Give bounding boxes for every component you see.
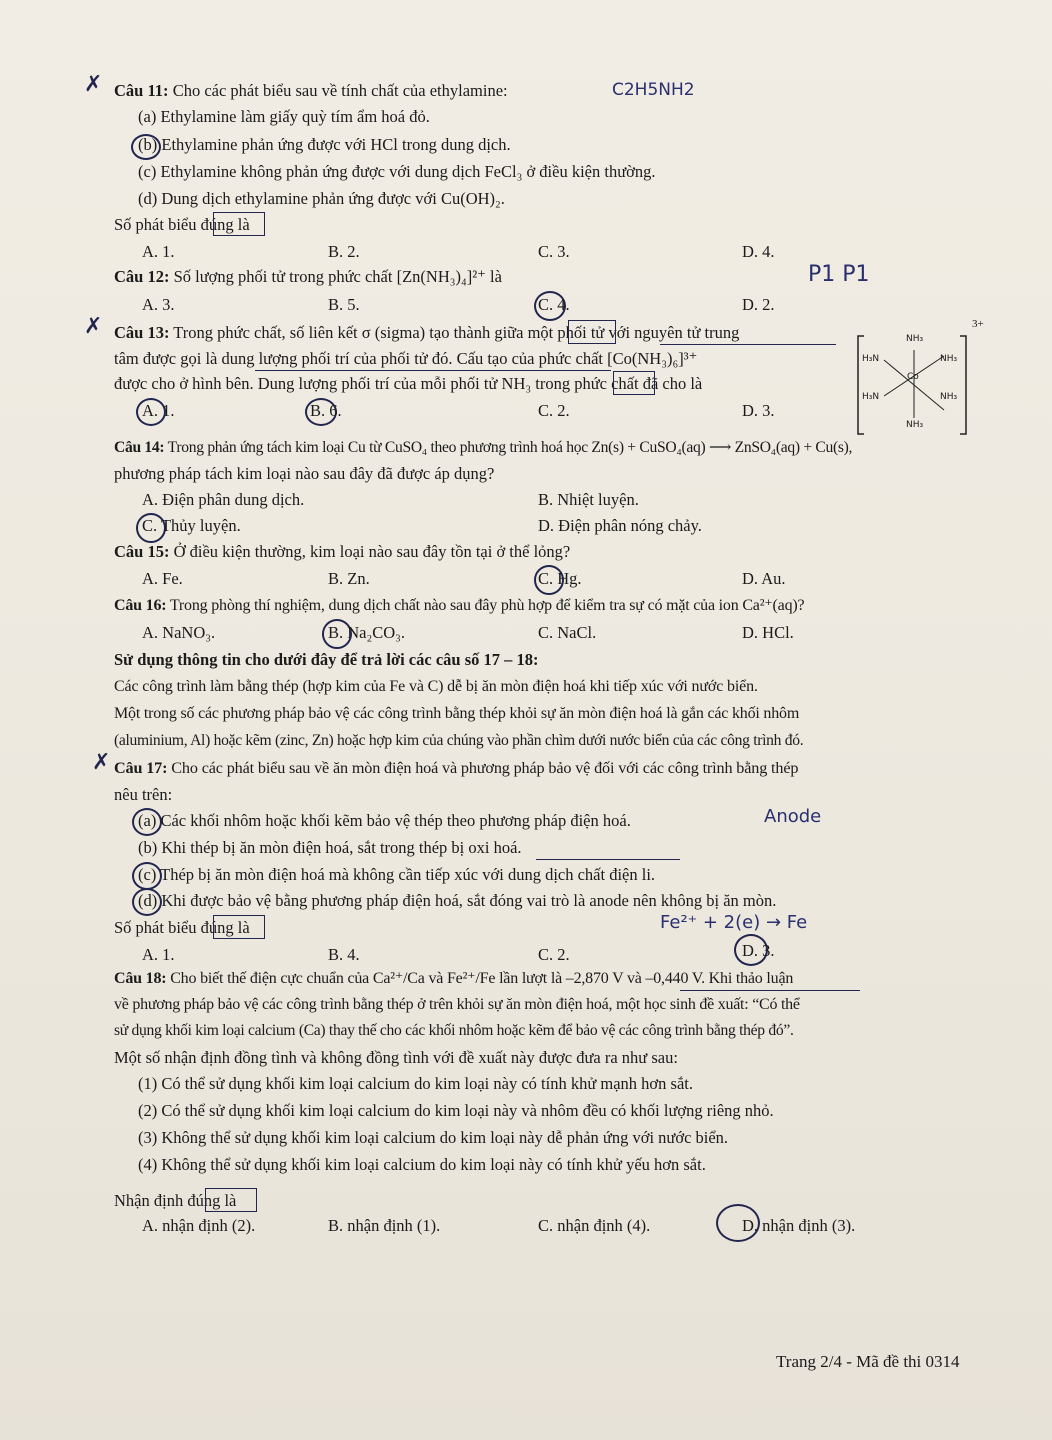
hand-box [568, 320, 616, 344]
q17-stem-line1: Câu 17: Cho các phát biểu sau về ăn mòn điện hoá và phương pháp bảo vệ đối với các công trình bằng thép [114, 759, 799, 777]
q16-stem: Câu 16: Trong phòng thí nghiệm, dung dịch chất nào sau đây phù hợp để kiểm tra sự có mặt của ion Ca²⁺(aq)? [114, 597, 805, 614]
q11-hand-note: C2H5NH2 [612, 80, 695, 100]
q17-statement-c: (c) Thép bị ăn mòn điện hoá mà không cần tiếp xúc với dung dịch chất điện li. [138, 865, 656, 884]
complex-ligand-top: NH₃ [906, 334, 924, 344]
q17-option-d: D. 3. [742, 941, 775, 960]
complex-charge: 3+ [972, 318, 984, 330]
hand-underline [660, 344, 836, 345]
q11-statement-b: (b) Ethylamine phản ứng được với HCl trong dung dịch. [138, 135, 511, 154]
complex-ligand-left-top: H₃N [862, 354, 880, 364]
hand-box [613, 371, 655, 395]
q17-ask: Số phát biểu đúng là [114, 918, 250, 937]
hand-box [213, 212, 265, 236]
q18-statement-1: (1) Có thể sử dụng khối kim loại calcium do kim loại này có tính khử mạnh hơn sắt. [138, 1074, 693, 1093]
q11-stem: Câu 11: Cho các phát biểu sau về tính chất của ethylamine: [114, 81, 508, 100]
hand-box [205, 1188, 257, 1212]
q18-stem-line4: Một số nhận định đồng tình và không đồng tình với đề xuất này được đưa ra như sau: [114, 1048, 678, 1067]
cross-mark-icon: ✗ [92, 750, 111, 775]
q17-statement-d: (d) Khi được bảo vệ bằng phương pháp điện hoá, sắt đóng vai trò là anode nên không bị ăn mòn. [138, 891, 777, 910]
q15-option-d: D. Au. [742, 569, 786, 588]
q18-option-a: A. nhận định (2). [142, 1216, 256, 1235]
hand-underline [255, 370, 611, 371]
hand-underline [536, 859, 680, 860]
hand-underline [680, 990, 860, 991]
q13-option-b: B. 6. [310, 401, 342, 420]
q14-stem-line2: phương pháp tách kim loại nào sau đây đã được áp dụng? [114, 464, 495, 483]
q13-option-c: C. 2. [538, 401, 570, 420]
q17-option-c: C. 2. [538, 945, 570, 964]
q11-option-c: C. 3. [538, 242, 570, 261]
q12-option-c: C. 4. [538, 295, 570, 314]
q18-stem-line2: về phương pháp bảo vệ các công trình bằng thép ở trên khỏi sự ăn mòn điện hoá, một học sinh đề xuất: “Có thể [114, 996, 800, 1013]
q11-ask: Số phát biểu đúng là [114, 215, 250, 234]
q12-stem: Câu 12: Số lượng phối tử trong phức chất [Zn(NH₃)₄]²⁺ là [114, 267, 502, 286]
info-line1: Các công trình làm bằng thép (hợp kim của Fe và C) dễ bị ăn mòn điện hoá khi tiếp xúc với nước biển. [114, 678, 758, 695]
q17-statement-b: (b) Khi thép bị ăn mòn điện hoá, sắt trong thép bị oxi hoá. [138, 838, 522, 857]
q18-ask: Nhận định đúng là [114, 1191, 237, 1210]
complex-ligand-right-bottom: NH₃ [940, 392, 958, 402]
q14-option-d: D. Điện phân nóng chảy. [538, 516, 702, 535]
q16-option-a: A. NaNO₃. [142, 623, 216, 642]
q15-option-a: A. Fe. [142, 569, 183, 588]
q11-statement-a: (a) Ethylamine làm giấy quỳ tím ẩm hoá đỏ. [138, 107, 430, 126]
q12-option-a: A. 3. [142, 295, 175, 314]
q18-statement-3: (3) Không thể sử dụng khối kim loại calcium do kim loại này dễ phản ứng với nước biển. [138, 1128, 729, 1147]
q11-option-a: A. 1. [142, 242, 175, 261]
q14-stem-line1: Câu 14: Trong phản ứng tách kim loại Cu từ CuSO₄ theo phương trình hoá học Zn(s) + CuSO₄(aq) ⟶ ZnSO₄(aq) + Cu(s), [114, 439, 853, 456]
q11-statement-c: (c) Ethylamine không phản ứng được với dung dịch FeCl₃ ở điều kiện thường. [138, 162, 656, 181]
q11-option-b: B. 2. [328, 242, 360, 261]
q17-statement-a: (a) Các khối nhôm hoặc khối kẽm bảo vệ thép theo phương pháp điện hoá. [138, 811, 631, 830]
q12-option-b: B. 5. [328, 295, 360, 314]
q11-option-d: D. 4. [742, 242, 775, 261]
q14-option-c: C. Thủy luyện. [142, 516, 241, 535]
q11-statement-d: (d) Dung dịch ethylamine phản ứng được với Cu(OH)₂. [138, 189, 505, 208]
hand-box [213, 915, 265, 939]
complex-center-atom: Co [907, 372, 919, 382]
q13-stem-line2: tâm được gọi là dung lượng phối trí của phối tử đó. Cấu tạo của phức chất [Co(NH₃)₆]³⁺ [114, 349, 698, 368]
q18-option-c: C. nhận định (4). [538, 1216, 651, 1235]
q12-hand-note: P1 P1 [808, 262, 870, 287]
complex-ligand-left-bottom: H₃N [862, 392, 880, 402]
q16-option-d: D. HCl. [742, 623, 794, 642]
q15-option-c: C. Hg. [538, 569, 582, 588]
q13-option-d: D. 3. [742, 401, 775, 420]
q18-statement-2: (2) Có thể sử dụng khối kim loại calcium do kim loại này và nhôm đều có khối lượng riêng nhỏ. [138, 1101, 774, 1120]
complex-ligand-right-top: NH₃ [940, 354, 958, 364]
q14-option-b: B. Nhiệt luyện. [538, 490, 639, 509]
info-line3: (aluminium, Al) hoặc kẽm (zinc, Zn) hoặc hợp kim của chúng vào phần chìm dưới nước biển của các công trình đó. [114, 732, 804, 749]
q17-option-a: A. 1. [142, 945, 175, 964]
q13-stem-line3: được cho ở hình bên. Dung lượng phối trí của mỗi phối tử NH₃ trong phức chất đã cho là [114, 374, 703, 393]
q18-stem-line3: sử dụng khối kim loại calcium (Ca) thay thế cho các khối nhôm hoặc kẽm để bảo vệ các công trình bằng thép đó”. [114, 1022, 794, 1039]
cross-mark-icon: ✗ [84, 72, 103, 97]
page-footer: Trang 2/4 - Mã đề thi 0314 [776, 1352, 960, 1371]
q18-option-b: B. nhận định (1). [328, 1216, 441, 1235]
q17-option-b: B. 4. [328, 945, 360, 964]
q18-option-d: D. nhận định (3). [742, 1216, 856, 1235]
q13-stem-line1: Câu 13: Trong phức chất, số liên kết σ (sigma) tạo thành giữa một phối tử với nguyên tử trung [114, 323, 740, 342]
q17-stem-line2: nêu trên: [114, 785, 173, 804]
q15-option-b: B. Zn. [328, 569, 370, 588]
q13-option-a: A. 1. [142, 401, 175, 420]
q15-stem: Câu 15: Ở điều kiện thường, kim loại nào sau đây tồn tại ở thể lỏng? [114, 542, 571, 561]
q18-stem-line1: Câu 18: Cho biết thế điện cực chuẩn của Ca²⁺/Ca và Fe²⁺/Fe lần lượt là –2,870 V và –0,440 V. Khi thảo luận [114, 970, 794, 987]
q18-statement-4: (4) Không thể sử dụng khối kim loại calcium do kim loại này có tính khử yếu hơn sắt. [138, 1155, 706, 1174]
q12-option-d: D. 2. [742, 295, 775, 314]
complex-ligand-bottom: NH₃ [906, 420, 924, 430]
q17-hand-equation: Fe²⁺ + 2(e) → Fe [660, 912, 808, 933]
q17-hand-anode: Anode [764, 806, 822, 827]
q16-option-b: B. Na₂CO₃. [328, 623, 406, 642]
info-line2: Một trong số các phương pháp bảo vệ các công trình bằng thép khỏi sự ăn mòn điện hoá là gắn các khối nhôm [114, 705, 800, 722]
q16-option-c: C. NaCl. [538, 623, 597, 642]
q14-option-a: A. Điện phân dung dịch. [142, 490, 305, 509]
info-title: Sử dụng thông tin cho dưới đây để trả lời các câu số 17 – 18: [114, 650, 539, 669]
cross-mark-icon: ✗ [84, 314, 103, 339]
